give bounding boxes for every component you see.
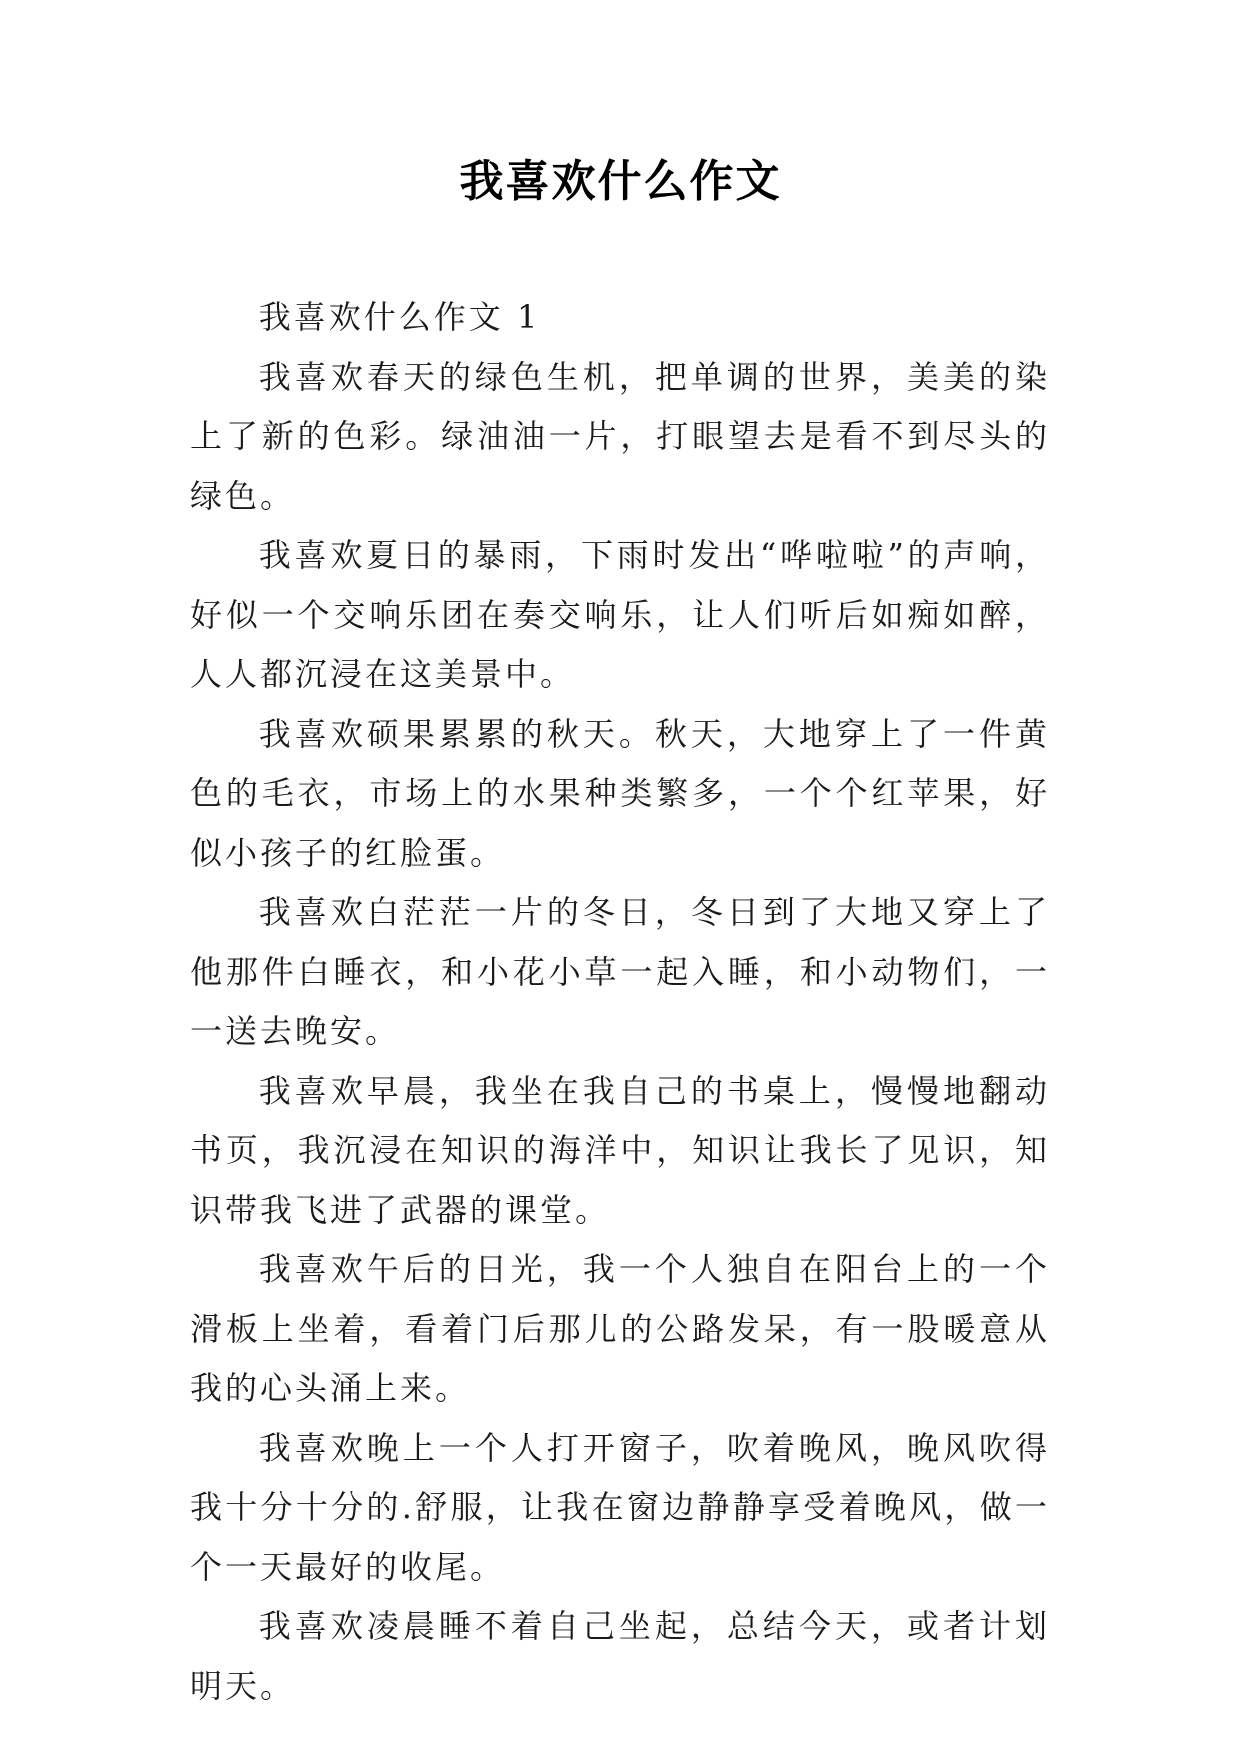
paragraph-evening: 我喜欢晚上一个人打开窗子，吹着晚风，晚风吹得我十分十分的.舒服，让我在窗边静静享受着晚风，做一个一天最好的收尾。 <box>190 1428 1050 1586</box>
paragraph-summer: 我喜欢夏日的暴雨，下雨时发出“哗啦啦”的声响，好似一个交响乐团在奏交响乐，让人们听后如痴如醉，人人都沉浸在这美景中。 <box>190 536 1050 693</box>
paragraph-spring: 我喜欢春天的绿色生机，把单调的世界，美美的染上了新的色彩。绿油油一片，打眼望去是看不到尽头的绿色。 <box>190 357 1050 515</box>
document-title: 我喜欢什么作文 <box>459 156 782 207</box>
section-heading: 我喜欢什么作文 1 <box>258 298 541 336</box>
paragraph-afternoon: 我喜欢午后的日光，我一个人独自在阳台上的一个滑板上坐着，看着门后那儿的公路发呆，有一股暖意从我的心头涌上来。 <box>190 1250 1050 1407</box>
paragraph-morning: 我喜欢早晨，我坐在我自己的书桌上，慢慢地翻动书页，我沉浸在知识的海洋中，知识让我长了见识，知识带我飞进了武器的课堂。 <box>190 1071 1050 1229</box>
document-body <box>190 288 1050 1716</box>
paragraph-winter: 我喜欢白茫茫一片的冬日，冬日到了大地又穿上了他那件白睡衣，和小花小草一起入睡，和小动物们，一一送去晚安。 <box>190 893 1050 1050</box>
paragraph-autumn: 我喜欢硕果累累的秋天。秋天，大地穿上了一件黄色的毛衣，市场上的水果种类繁多，一个个红苹果，好似小孩子的红脸蛋。 <box>190 714 1050 872</box>
paragraph-dawn: 我喜欢凌晨睡不着自己坐起，总结今天，或者计划明天。 <box>190 1607 1050 1705</box>
